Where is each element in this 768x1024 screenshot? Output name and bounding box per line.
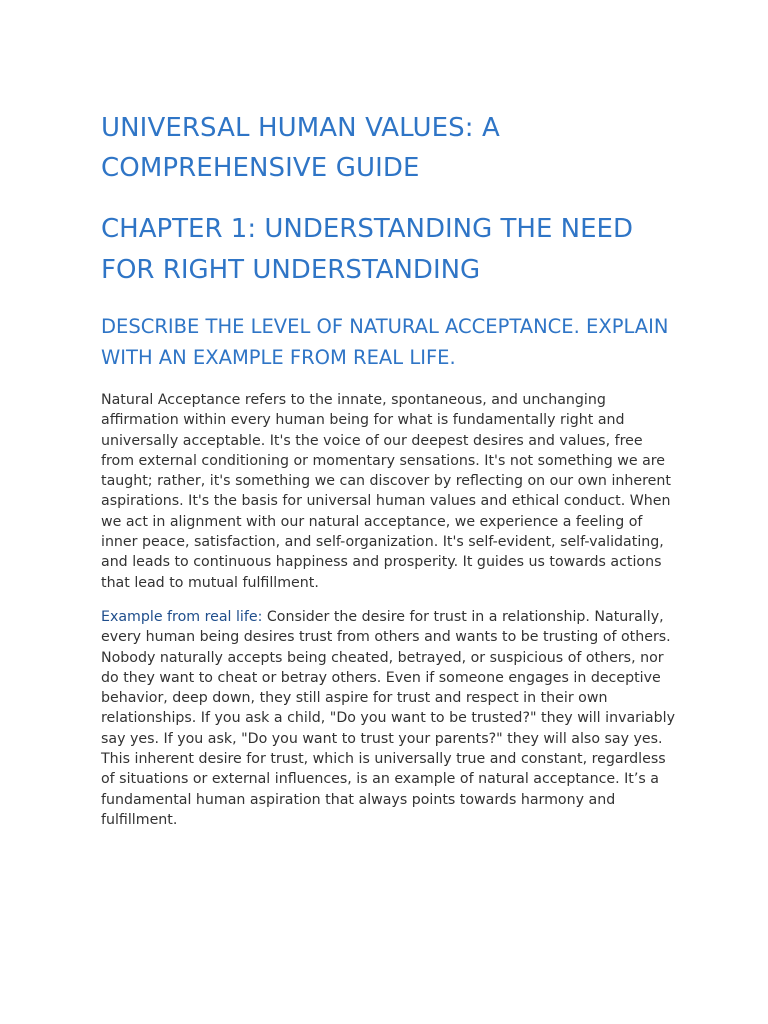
example-text: Consider the desire for trust in a relationship. Naturally, every human being desires trust from others and wants to be trusting of others. Nobody naturally accepts being cheated, betrayed, or suspicious of others, nor do they want to cheat or betray others. Even if someone engages in deceptive behavior, deep down, they still aspire for trust and respect in their own relationships. If you ask a child, "Do you want to be trusted?" they will invariably say yes. If you ask, "Do you want to trust your parents?" they will also say yes. This inherent desire for trust, which is universally true and constant, regardless of situations or external influences, is an example of natural acceptance. It’s a fundamental human aspiration that always points towards harmony and fulfillment. <box>101 608 675 828</box>
example-paragraph <box>101 607 676 830</box>
example-label: Example from real life: <box>101 608 263 625</box>
chapter-heading: CHAPTER 1: UNDERSTANDING THE NEED FOR RIGHT UNDERSTANDING <box>101 214 633 285</box>
definition-paragraph: Natural Acceptance refers to the innate, spontaneous, and unchanging affirmation within every human being for what is fundamentally right and universally acceptable. It's the voice of our deepest desires and values, free from external conditioning or momentary sensations. It's not something we are taught; rather, it's something we can discover by reflecting on our own inherent aspirations. It's the basis for universal human values and ethical conduct. When we act in alignment with our natural acceptance, we experience a feeling of inner peace, satisfaction, and self-organization. It's self-evident, self-validating, and leads to continuous happiness and prosperity. It guides us towards actions that lead to mutual fulfillment. <box>101 392 671 591</box>
document-title: UNIVERSAL HUMAN VALUES: A COMPREHENSIVE GUIDE <box>101 113 500 183</box>
question-heading: DESCRIBE THE LEVEL OF NATURAL ACCEPTANCE. EXPLAIN WITH AN EXAMPLE FROM REAL LIFE. <box>101 315 669 369</box>
document-page <box>101 108 676 830</box>
